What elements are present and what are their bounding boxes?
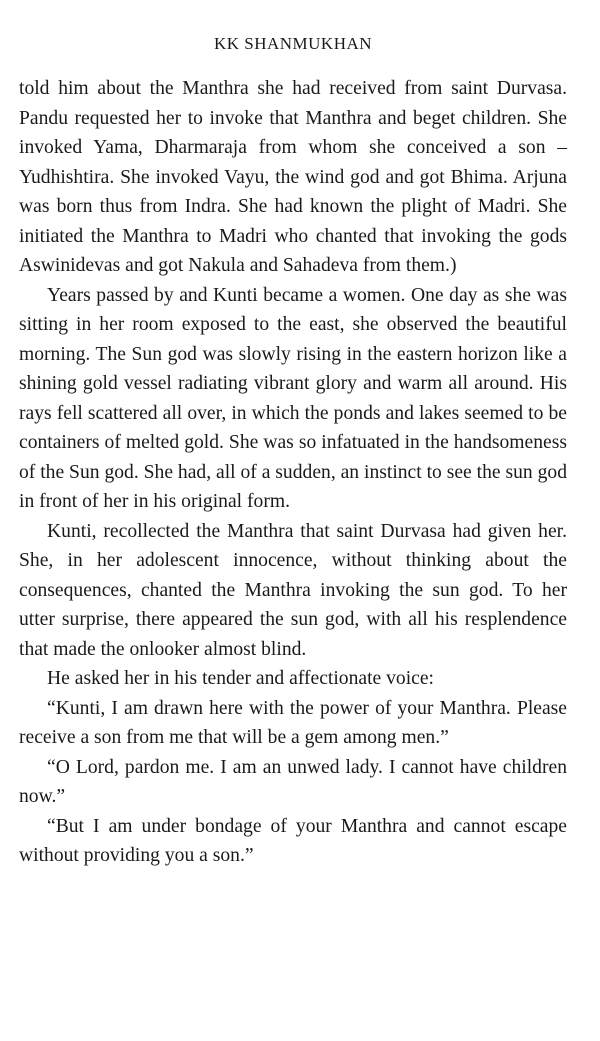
dialogue-sun-god-2: “But I am under bondage of your Manthra and cannot escape without providing you a son.” bbox=[19, 815, 567, 866]
dialogue-kunti-1: “O Lord, pardon me. I am an unwed lady. I cannot have children now.” bbox=[19, 756, 567, 807]
paragraph-4: He asked her in his tender and affectionate voice: bbox=[47, 668, 434, 689]
dialogue-sun-god-1: “Kunti, I am drawn here with the power of your Manthra. Please receive a son from me that will be a gem among men.” bbox=[19, 697, 567, 748]
running-header: KK SHANMUKHAN bbox=[213, 34, 373, 53]
book-page bbox=[19, 0, 567, 871]
paragraph-3: Kunti, recollected the Manthra that saint Durvasa had given her. She, in her adolescent innocence, without thinking about the consequences, chanted the Manthra invoking the sun god. To her utter surprise, there appeared the sun god, with all his resplendence that made the onlooker almost blind. bbox=[19, 520, 567, 660]
paragraph-1: told him about the Manthra she had received from saint Durvasa. Pandu requested her to invoke that Manthra and beget children. She invoked Yama, Dharmaraja from whom she conceived a son – Yudhishtira. She invoked Vayu, the wind god and got Bhima. Arjuna was born thus from Indra. She had known the plight of Madri. She initiated the Manthra to Madri who chanted that invoking the gods Aswinidevas and got Nakula and Sahadeva from them.) bbox=[19, 78, 567, 276]
paragraph-2: Years passed by and Kunti became a women. One day as she was sitting in her room exposed to the east, she observed the beautiful morning. The Sun god was slowly rising in the eastern horizon like a shining gold vessel radiating vibrant glory and warm all around. His rays fell scattered all over, in which the ponds and lakes seemed to be containers of melted gold. She was so infatuated in the handsomeness of the Sun god. She had, all of a sudden, an instinct to see the sun god in front of her in his original form. bbox=[19, 284, 567, 512]
body-text bbox=[19, 74, 567, 871]
